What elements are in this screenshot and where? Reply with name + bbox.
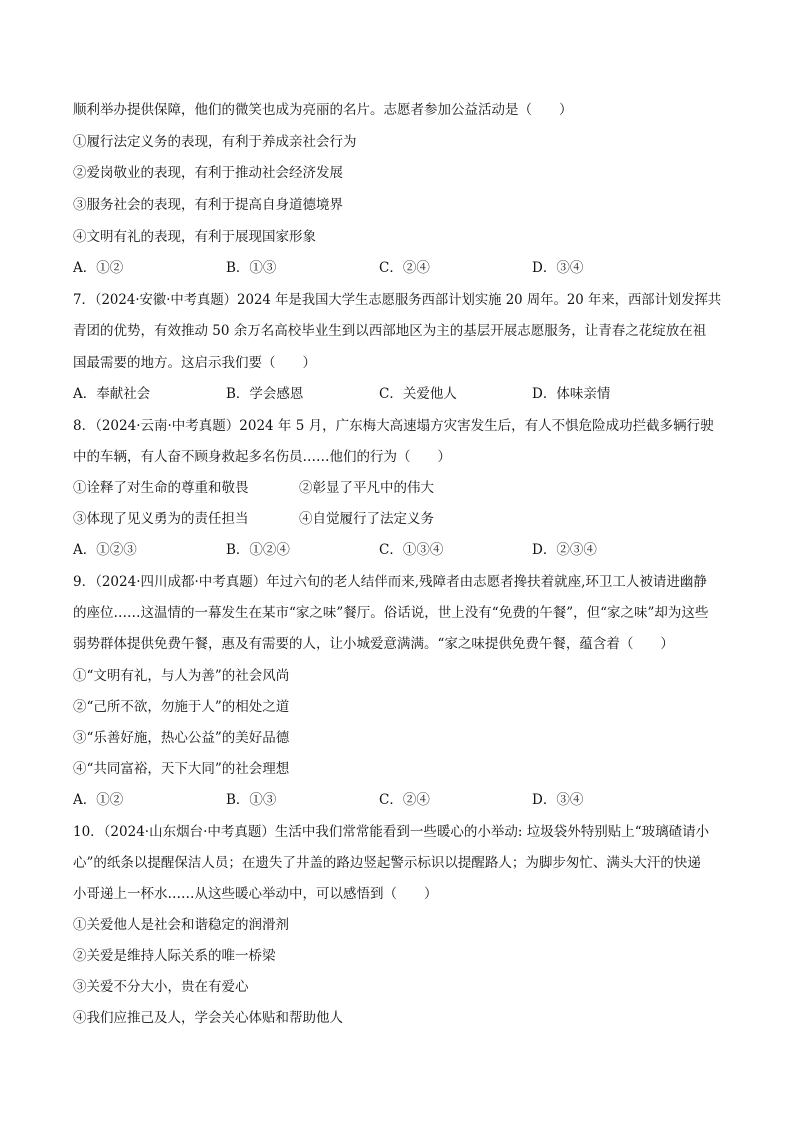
q7-stem-line-3: 国最需要的地方。这启示我们要（ ） [73, 355, 316, 371]
q9-option-b: B．①③ [226, 792, 277, 808]
q6-statement-1: ①履行法定义务的表现，有利于养成亲社会行为 [73, 134, 357, 150]
q7-options [73, 384, 733, 404]
q7-option-b: B．学会感恩 [226, 386, 304, 402]
q6-statement-4: ④文明有礼的表现，有利于展现国家形象 [73, 229, 316, 245]
q7-option-d: D．体味亲情 [532, 386, 611, 402]
q8-statements-row-2 [73, 509, 733, 529]
q10-stem-line-2: 心”的纸条以提醒保洁人员；在遗失了井盖的路边竖起警示标识以提醒路人；为脚步匆忙、满头大汗的快递 [73, 855, 701, 871]
q9-statement-1: ①“文明有礼，与人为善”的社会风尚 [73, 668, 290, 684]
q9-statement-2: ②“己所不欲，勿施于人”的相处之道 [73, 699, 290, 715]
q8-statements-row-1 [73, 478, 733, 498]
q6-stem-tail: 顺利举办提供保障，他们的微笑也成为亮丽的名片。志愿者参加公益活动是（ ） [73, 102, 573, 118]
q7-option-c: C．关爱他人 [379, 386, 457, 402]
q9-statement-4: ④“共同富裕，天下大同”的社会理想 [73, 761, 290, 777]
q8-statement-3: ③体现了见义勇为的责任担当 [73, 511, 249, 527]
q8-option-d: D．②③④ [532, 542, 597, 558]
q10-statement-3: ③关爱不分大小，贵在有爱心 [73, 979, 249, 995]
q10-statement-2: ②关爱是维持人际关系的唯一桥梁 [73, 948, 276, 964]
q6-option-d: D．③④ [532, 260, 584, 276]
q8-statement-4: ④自觉履行了法定义务 [299, 511, 434, 527]
q9-option-c: C．②④ [379, 792, 430, 808]
q10-stem-line-1: 10．（2024·山东烟台·中考真题）生活中我们常常能看到一些暖心的小举动: 垃圾袋外特别贴上“玻璃碴请小 [73, 824, 710, 840]
q9-statement-3: ③“乐善好施，热心公益”的美好品德 [73, 730, 290, 746]
q8-statement-1: ①诠释了对生命的尊重和敬畏 [73, 480, 249, 496]
q9-stem-line-2: 的座位……这温情的一幕发生在某市“家之味”餐厅。俗话说，世上没有“免费的午餐”，但“家之味”却为这些 [73, 605, 709, 621]
q9-stem-line-3: 弱势群体提供免费午餐，惠及有需要的人，让小城爱意满满。“家之味提供免费午餐，蕴含着（ ） [73, 636, 674, 652]
q9-stem-line-1: 9．（2024·四川成都·中考真题）年过六旬的老人结伴而来,残障者由志愿者搀扶着就座,环卫工人被请进幽静 [73, 574, 707, 590]
q10-statement-1: ①关爱他人是社会和谐稳定的润滑剂 [73, 917, 289, 933]
q7-option-a: A．奉献社会 [73, 386, 151, 402]
q10-stem-line-3: 小哥递上一杯水……从这些暖心举动中，可以感悟到（ ） [73, 886, 438, 902]
q10-statement-4: ④我们应推己及人，学会关心体贴和帮助他人 [73, 1010, 343, 1026]
q6-option-c: C．②④ [379, 260, 430, 276]
q6-option-b: B．①③ [226, 260, 277, 276]
q8-option-a: A．①②③ [73, 542, 137, 558]
q8-stem-line-1: 8．（2024·云南·中考真题）2024 年 5 月，广东梅大高速塌方灾害发生后，有人不惧危险成功拦截多辆行驶 [73, 418, 714, 434]
q6-statement-2: ②爱岗敬业的表现，有利于推动社会经济发展 [73, 165, 343, 181]
q8-statement-2: ②彰显了平凡中的伟大 [299, 480, 434, 496]
q8-option-c: C．①③④ [379, 542, 444, 558]
q7-stem-line-1: 7．（2024·安徽·中考真题）2024 年是我国大学生志愿服务西部计划实施 20 周年。20 年来，西部计划发挥共 [73, 292, 722, 308]
q6-statement-3: ③服务社会的表现，有利于提高自身道德境界 [73, 197, 343, 213]
q9-options [73, 790, 733, 810]
q8-option-b: B．①②④ [226, 542, 290, 558]
q8-stem-line-2: 中的车辆，有人奋不顾身救起多名伤员……他们的行为（ ） [73, 449, 451, 465]
q8-options [73, 540, 733, 560]
q7-stem-line-2: 青团的优势，有效推动 50 余万名高校毕业生到以西部地区为主的基层开展志愿服务，让青春之花绽放在祖 [73, 323, 707, 339]
q9-option-a: A．①② [73, 792, 124, 808]
q6-options [73, 258, 733, 278]
q9-option-d: D．③④ [532, 792, 584, 808]
q6-option-a: A．①② [73, 260, 124, 276]
